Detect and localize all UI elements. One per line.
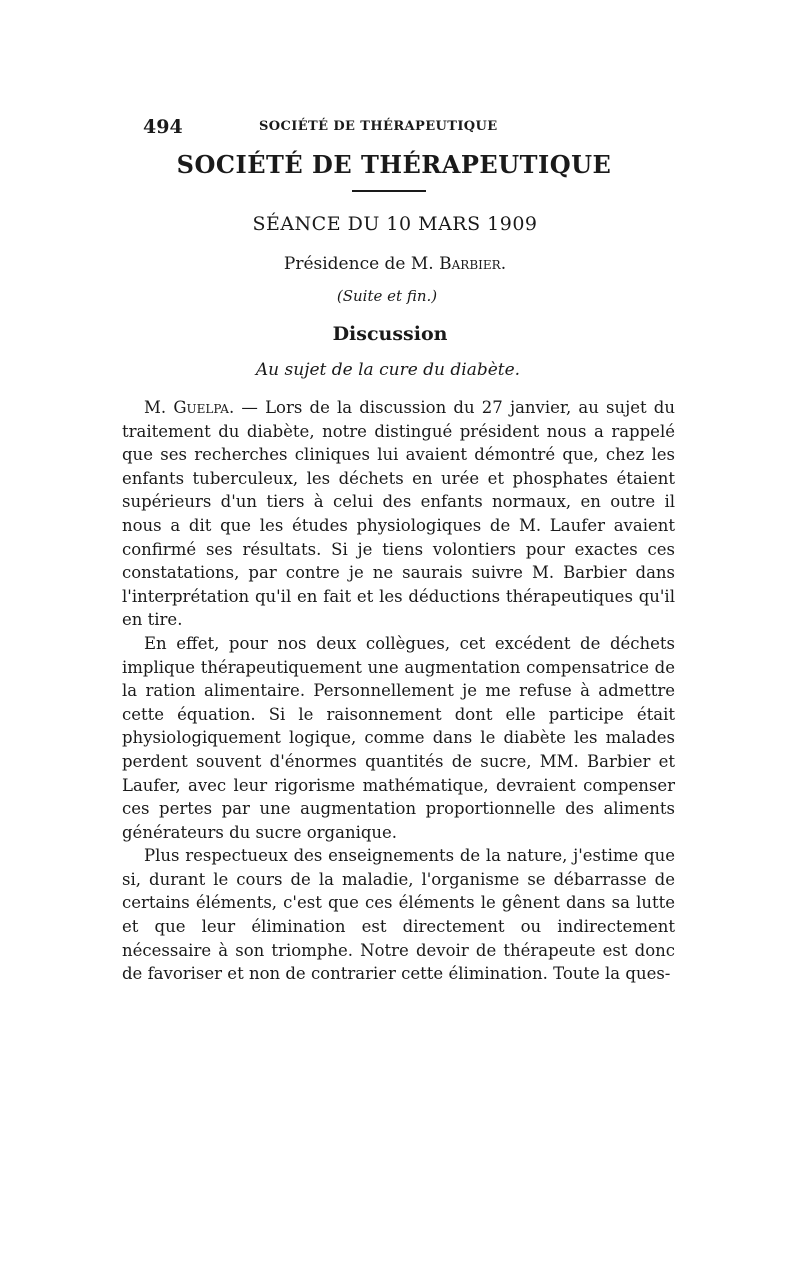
page-title: SOCIÉTÉ DE THÉRAPEUTIQUE — [176, 150, 612, 179]
presidency-prefix: Présidence de M. — [283, 254, 434, 274]
speaker-name: M. Guelpa. — [144, 398, 235, 417]
paragraph-1-text: — Lors de la discussion du 27 janvier, au sujet du traitement du diabète, notre distingué président nous a rappelé que ses recherches cliniques lui avaient démontré que, chez les enfants tuberculeux, les déchets en urée et phosphates étaient supérieurs d'un tiers à celui des enfants normaux, en outre il nous a dit que les études physiologiques de M. Laufer avaient confirmé ses résultats. Si je tiens volontiers pour exactes ces constatations, par contre je ne saurais suivre M. Barbier dans l'interprétation qu'il en fait et les déductions thérapeutiques qu'il en tire. — [122, 398, 675, 630]
body-text — [122, 396, 675, 986]
title-divider — [352, 190, 426, 192]
paragraph-1 — [122, 396, 675, 632]
section-subject: Au sujet de la cure du diabète. — [255, 360, 521, 380]
paragraph-2: En effet, pour nos deux collègues, cet excédent de déchets implique thérapeutiquement une augmentation compensatrice de la ration alimentaire. Personnellement je me refuse à admettre cette équation. Si le raisonnement dont elle participe était physiologiquement logique, comme dans le diabète les malades perdent souvent d'énormes quantités de sucre, MM. Barbier et Laufer, avec leur rigorisme mathématique, devraient compenser ces pertes par une augmentation proportionnelle des aliments générateurs du sucre organique. — [122, 633, 675, 842]
running-title: SOCIÉTÉ DE THÉRAPEUTIQUE — [259, 119, 498, 134]
section-heading: Discussion — [332, 323, 448, 345]
presidency-line — [0, 254, 800, 274]
session-date: SÉANCE DU 10 MARS 1909 — [252, 213, 538, 235]
running-head — [143, 116, 553, 140]
paragraph-3: Plus respectueux des enseignements de la nature, j'estime que si, durant le cours de la maladie, l'organisme se débarrasse de certains éléments, c'est que ces éléments le gênent dans sa lutte et que leur élimination est directement ou indirectement nécessaire à son triomphe. Notre devoir de thérapeute est donc de favoriser et non de contrarier cette élimination. Toute la ques- — [122, 846, 675, 984]
presidency-suffix: . — [500, 254, 507, 274]
president-name: Barbier — [439, 254, 501, 274]
continuation-note: (Suite et fin.) — [336, 287, 438, 305]
page-number: 494 — [143, 116, 183, 138]
